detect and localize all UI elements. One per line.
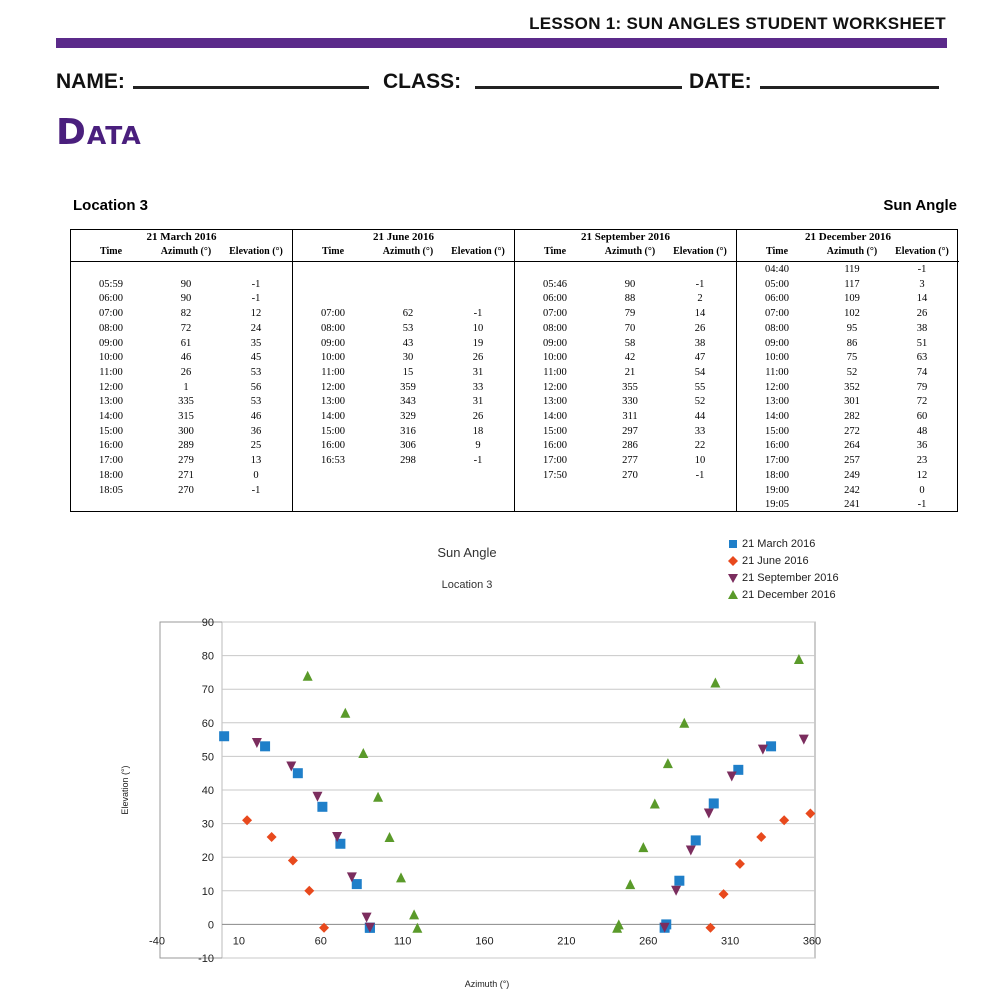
table-cell: 3 bbox=[919, 278, 925, 290]
table-cell: 19 bbox=[472, 337, 484, 349]
table-cell: 311 bbox=[622, 411, 638, 422]
table-date-heading: 21 March 2016 bbox=[146, 231, 217, 243]
table-cell: 45 bbox=[250, 352, 262, 364]
table-cell: 11:00 bbox=[543, 366, 567, 378]
table-cell: 33 bbox=[472, 381, 484, 393]
table-cell: 12:00 bbox=[321, 381, 345, 393]
table-cell: 09:00 bbox=[99, 337, 123, 349]
table-cell: 14 bbox=[694, 308, 706, 320]
table-cell: -1 bbox=[473, 308, 483, 320]
y-tick-label: 30 bbox=[201, 818, 214, 831]
table-cell: 14:00 bbox=[765, 411, 789, 422]
table-cell: 31 bbox=[472, 366, 484, 378]
table-cell: 46 bbox=[180, 352, 192, 364]
location-label: Location 3 bbox=[73, 197, 149, 214]
data-point bbox=[691, 835, 701, 845]
table-cell: 277 bbox=[622, 455, 638, 467]
section-title: Data bbox=[56, 112, 142, 153]
table-cell: 33 bbox=[694, 425, 706, 437]
table-cell: 38 bbox=[916, 322, 928, 334]
table-cell: 06:00 bbox=[99, 293, 123, 305]
table-cell: 298 bbox=[400, 455, 416, 467]
table-cell: 18:00 bbox=[99, 469, 123, 481]
table-cell: 315 bbox=[178, 411, 194, 422]
table-cell: 15:00 bbox=[99, 425, 123, 437]
table-date-heading: 21 December 2016 bbox=[805, 231, 891, 243]
table-cell: 95 bbox=[846, 322, 858, 334]
x-tick-label: -40 bbox=[149, 935, 165, 948]
chart-subtitle: Location 3 bbox=[441, 579, 493, 591]
table-cell: 17:50 bbox=[543, 469, 567, 481]
table-cell: 117 bbox=[844, 278, 860, 290]
table-cell: 46 bbox=[250, 411, 262, 422]
table-cell: 16:00 bbox=[321, 440, 345, 452]
table-cell: 18 bbox=[472, 425, 484, 437]
table-cell: 48 bbox=[916, 425, 928, 437]
table-cell: -1 bbox=[251, 484, 261, 496]
table-cell: 355 bbox=[622, 381, 638, 393]
y-tick-label: 70 bbox=[201, 684, 214, 697]
table-cell: 306 bbox=[400, 440, 416, 452]
table-cell: 31 bbox=[472, 396, 484, 408]
y-tick-label: 50 bbox=[201, 751, 214, 764]
x-tick-label: 110 bbox=[393, 935, 412, 948]
table-cell: 1 bbox=[183, 381, 189, 393]
table-cell: 72 bbox=[916, 396, 928, 408]
x-tick-label: 10 bbox=[232, 935, 245, 948]
table-cell: 58 bbox=[624, 337, 636, 349]
table-cell: 0 bbox=[253, 469, 259, 481]
table-cell: 13 bbox=[250, 455, 262, 467]
table-cell: 2 bbox=[697, 293, 703, 305]
table-cell: 286 bbox=[622, 440, 638, 452]
table-cell: 43 bbox=[402, 337, 414, 349]
name-label: NAME: bbox=[56, 70, 125, 93]
table-cell: 12:00 bbox=[765, 381, 789, 393]
data-point bbox=[260, 741, 270, 751]
table-cell: 329 bbox=[400, 411, 416, 422]
table-cell: 36 bbox=[250, 425, 262, 437]
data-point bbox=[317, 802, 327, 812]
table-cell: 15:00 bbox=[543, 425, 567, 437]
table-cell: 74 bbox=[916, 366, 928, 378]
table-cell: 12:00 bbox=[99, 381, 123, 393]
table-cell: 86 bbox=[846, 337, 858, 349]
table-cell: 264 bbox=[844, 440, 860, 452]
table-cell: -1 bbox=[473, 455, 483, 467]
y-tick-label: 60 bbox=[201, 717, 214, 730]
legend-label: 21 June 2016 bbox=[742, 555, 809, 567]
y-axis-label: Elevation (°) bbox=[120, 765, 130, 815]
column-header-elevation: Elevation (°) bbox=[895, 246, 949, 257]
table-cell: 60 bbox=[916, 411, 928, 422]
table-cell: 09:00 bbox=[765, 337, 789, 349]
table-cell: 55 bbox=[694, 381, 706, 393]
table-cell: 10:00 bbox=[543, 352, 567, 364]
table-cell: -1 bbox=[251, 278, 261, 290]
table-cell: 272 bbox=[844, 425, 860, 437]
table-cell: 21 bbox=[624, 366, 636, 378]
table-cell: 13:00 bbox=[321, 396, 345, 408]
table-cell: 70 bbox=[624, 322, 636, 334]
table-cell: 52 bbox=[694, 396, 706, 408]
column-header-azimuth: Azimuth (°) bbox=[826, 246, 878, 257]
data-point bbox=[293, 768, 303, 778]
table-cell: 52 bbox=[846, 366, 858, 378]
x-tick-label: 160 bbox=[475, 935, 494, 948]
table-cell: 07:00 bbox=[99, 308, 123, 320]
table-cell: 15:00 bbox=[321, 425, 345, 437]
table-cell: 30 bbox=[402, 352, 414, 364]
table-cell: 11:00 bbox=[765, 366, 789, 378]
column-header-azimuth: Azimuth (°) bbox=[382, 246, 434, 257]
column-header-time: Time bbox=[765, 246, 789, 257]
table-cell: 343 bbox=[400, 396, 416, 408]
table-cell: 17:00 bbox=[765, 455, 789, 467]
table-cell: 54 bbox=[694, 366, 706, 378]
legend-label: 21 March 2016 bbox=[742, 538, 816, 550]
table-cell: -1 bbox=[695, 278, 705, 290]
y-tick-label: 20 bbox=[201, 852, 214, 865]
column-header-time: Time bbox=[321, 246, 345, 257]
table-cell: 359 bbox=[400, 381, 416, 393]
table-cell: 22 bbox=[694, 440, 706, 452]
table-cell: 10 bbox=[472, 322, 484, 334]
table-cell: 23 bbox=[916, 455, 928, 467]
table-cell: 90 bbox=[624, 278, 636, 290]
table-cell: 90 bbox=[180, 293, 192, 305]
table-cell: 79 bbox=[624, 308, 636, 320]
table-cell: 11:00 bbox=[99, 366, 123, 378]
date-label: DATE: bbox=[689, 70, 752, 93]
table-cell: 14:00 bbox=[321, 411, 345, 422]
y-tick-label: 90 bbox=[201, 617, 214, 629]
table-cell: 249 bbox=[844, 469, 860, 481]
table-cell: 75 bbox=[846, 352, 858, 364]
table-cell: 63 bbox=[916, 352, 928, 364]
table-cell: 14:00 bbox=[543, 411, 567, 422]
table-cell: 06:00 bbox=[765, 293, 789, 305]
table-cell: 24 bbox=[250, 322, 262, 334]
table-cell: 08:00 bbox=[321, 322, 345, 334]
table-cell: 44 bbox=[694, 411, 706, 422]
table-cell: 14 bbox=[916, 293, 928, 305]
table-cell: 17:00 bbox=[99, 455, 123, 467]
table-cell: 13:00 bbox=[765, 396, 789, 408]
data-point bbox=[219, 731, 229, 741]
table-cell: 18:00 bbox=[765, 469, 789, 481]
y-tick-label: 10 bbox=[201, 885, 214, 898]
table-cell: 16:53 bbox=[321, 455, 345, 467]
table-cell: 10 bbox=[694, 455, 706, 467]
table-cell: 88 bbox=[624, 293, 636, 305]
table-cell: 15:00 bbox=[765, 425, 789, 437]
column-header-azimuth: Azimuth (°) bbox=[604, 246, 656, 257]
table-cell: 0 bbox=[919, 484, 925, 496]
table-cell: 26 bbox=[180, 366, 192, 378]
table-cell: -1 bbox=[917, 499, 927, 511]
table-cell: 16:00 bbox=[99, 440, 123, 452]
column-header-time: Time bbox=[543, 246, 567, 257]
table-cell: 06:00 bbox=[543, 293, 567, 305]
table-cell: 335 bbox=[178, 396, 194, 408]
column-header-elevation: Elevation (°) bbox=[451, 246, 505, 257]
table-cell: 72 bbox=[180, 322, 192, 334]
table-cell: 53 bbox=[402, 322, 414, 334]
table-cell: 08:00 bbox=[99, 322, 123, 334]
column-header-elevation: Elevation (°) bbox=[673, 246, 727, 257]
table-cell: 102 bbox=[844, 308, 860, 320]
x-tick-label: 60 bbox=[314, 935, 327, 948]
table-cell: 08:00 bbox=[543, 322, 567, 334]
table-cell: 08:00 bbox=[765, 322, 789, 334]
x-tick-label: 210 bbox=[557, 935, 576, 948]
table-cell: 26 bbox=[472, 352, 484, 364]
table-date-heading: 21 June 2016 bbox=[372, 231, 435, 243]
table-cell: -1 bbox=[251, 293, 261, 305]
table-cell: 300 bbox=[178, 425, 194, 437]
table-cell: 352 bbox=[844, 381, 860, 393]
table-cell: 26 bbox=[472, 411, 484, 422]
table-cell: 9 bbox=[475, 440, 481, 452]
table-cell: 79 bbox=[916, 381, 928, 393]
y-tick-label: -10 bbox=[198, 953, 214, 965]
table-cell: 270 bbox=[622, 469, 638, 481]
table-cell: 119 bbox=[844, 264, 860, 275]
column-header-elevation: Elevation (°) bbox=[229, 246, 283, 257]
table-cell: 09:00 bbox=[543, 337, 567, 349]
table-cell: 12 bbox=[250, 308, 262, 320]
table-cell: 316 bbox=[400, 425, 416, 437]
table-cell: 05:59 bbox=[99, 278, 123, 290]
table-cell: 35 bbox=[250, 337, 262, 349]
table-cell: 05:00 bbox=[765, 278, 789, 290]
y-tick-label: 80 bbox=[201, 650, 214, 663]
table-cell: 11:00 bbox=[321, 366, 345, 378]
table-cell: 10:00 bbox=[99, 352, 123, 364]
table-cell: 26 bbox=[694, 322, 706, 334]
table-cell: 279 bbox=[178, 455, 194, 467]
table-cell: 42 bbox=[624, 352, 636, 364]
table-cell: 82 bbox=[180, 308, 192, 320]
table-cell: 13:00 bbox=[543, 396, 567, 408]
table-cell: 301 bbox=[844, 396, 860, 408]
table-cell: 17:00 bbox=[543, 455, 567, 467]
table-cell: 07:00 bbox=[543, 308, 567, 320]
column-header-azimuth: Azimuth (°) bbox=[160, 246, 212, 257]
table-cell: -1 bbox=[695, 469, 705, 481]
table-cell: 12:00 bbox=[543, 381, 567, 393]
table-cell: 62 bbox=[402, 308, 414, 320]
table-cell: -1 bbox=[917, 264, 927, 275]
table-cell: 19:00 bbox=[765, 484, 789, 496]
table-cell: 10:00 bbox=[765, 352, 789, 364]
data-point bbox=[709, 798, 719, 808]
table-cell: 90 bbox=[180, 278, 192, 290]
table-cell: 38 bbox=[694, 337, 706, 349]
table-cell: 53 bbox=[250, 396, 262, 408]
table-cell: 09:00 bbox=[321, 337, 345, 349]
y-tick-label: 40 bbox=[201, 785, 214, 797]
table-cell: 257 bbox=[844, 455, 860, 467]
table-cell: 47 bbox=[694, 352, 706, 364]
table-cell: 271 bbox=[178, 469, 194, 481]
table-cell: 53 bbox=[250, 366, 262, 378]
x-tick-label: 260 bbox=[639, 935, 658, 948]
table-cell: 36 bbox=[916, 440, 928, 452]
table-cell: 19:05 bbox=[765, 499, 789, 511]
table-date-heading: 21 September 2016 bbox=[580, 231, 670, 243]
data-point bbox=[352, 879, 362, 889]
table-cell: 16:00 bbox=[765, 440, 789, 452]
table-cell: 330 bbox=[622, 396, 638, 408]
table-cell: 242 bbox=[844, 484, 860, 496]
y-tick-label: 0 bbox=[207, 919, 214, 932]
data-point bbox=[766, 741, 776, 751]
x-axis-label: Azimuth (°) bbox=[464, 979, 510, 989]
table-cell: 13:00 bbox=[99, 396, 123, 408]
table-cell: 25 bbox=[250, 440, 262, 452]
table-cell: 56 bbox=[250, 381, 262, 393]
column-header-time: Time bbox=[99, 246, 123, 257]
table-cell: 05:46 bbox=[543, 278, 567, 290]
table-cell: 18:05 bbox=[99, 484, 123, 496]
x-tick-label: 310 bbox=[720, 935, 740, 948]
table-cell: 26 bbox=[916, 308, 928, 320]
data-point bbox=[674, 876, 684, 886]
table-cell: 241 bbox=[844, 499, 860, 511]
table-cell: 04:40 bbox=[765, 264, 789, 275]
table-cell: 14:00 bbox=[99, 411, 123, 422]
table-cell: 10:00 bbox=[321, 352, 345, 364]
table-cell: 109 bbox=[844, 293, 860, 305]
table-cell: 07:00 bbox=[765, 308, 789, 320]
legend-label: 21 December 2016 bbox=[742, 589, 836, 601]
table-cell: 282 bbox=[844, 411, 860, 422]
table-cell: 12 bbox=[916, 469, 928, 481]
table-cell: 297 bbox=[622, 425, 638, 437]
table-cell: 07:00 bbox=[321, 308, 345, 320]
table-cell: 289 bbox=[178, 440, 194, 452]
table-cell: 270 bbox=[178, 484, 194, 496]
table-cell: 15 bbox=[402, 366, 414, 378]
table-cell: 16:00 bbox=[543, 440, 567, 452]
sun-angle-label: Sun Angle bbox=[883, 197, 957, 214]
worksheet-title: LESSON 1: SUN ANGLES STUDENT WORKSHEET bbox=[529, 14, 946, 33]
table-cell: 61 bbox=[180, 337, 192, 349]
chart-title: Sun Angle bbox=[437, 545, 497, 560]
class-label: CLASS: bbox=[383, 70, 462, 93]
table-cell: 51 bbox=[916, 337, 928, 349]
x-tick-label: 360 bbox=[802, 935, 822, 948]
legend-label: 21 September 2016 bbox=[742, 572, 839, 584]
